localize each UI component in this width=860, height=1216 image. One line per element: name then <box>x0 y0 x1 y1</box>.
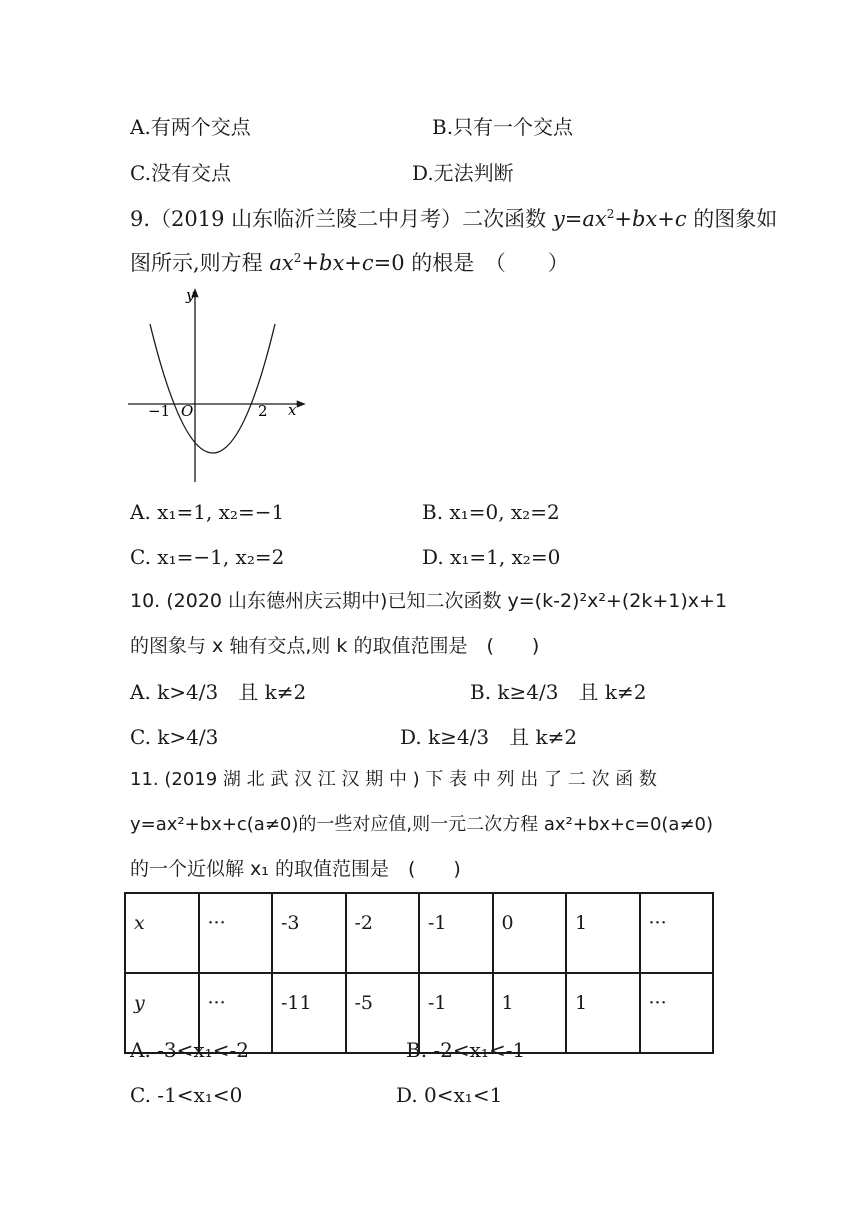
q8-option-b: B.只有一个交点 <box>432 115 574 139</box>
table-cell: -1 <box>419 893 493 973</box>
table-cell: 1 <box>566 893 640 973</box>
tick-label-2: 2 <box>258 402 268 420</box>
q10-option-a: A. k>4/3 且 k≠2 <box>130 680 307 704</box>
table-cell: -11 <box>272 973 346 1053</box>
q9-stem-line2: 图所示,则方程 $ax^2+bx+c=0$ 的根是 （ ） <box>130 251 569 275</box>
table-cell: 1 <box>566 973 640 1053</box>
table-cell: ··· <box>199 973 273 1053</box>
table-row-x <box>125 893 713 973</box>
table-cell: 1 <box>493 973 567 1053</box>
q9-option-a: A. x₁=1, x₂=−1 <box>130 500 285 524</box>
q10-option-d: D. k≥4/3 且 k≠2 <box>400 725 578 749</box>
table-cell: -3 <box>272 893 346 973</box>
q9-stem-line1: 9.（2019 山东临沂兰陵二中月考）二次函数 $y=ax^2+bx+c$ 的图象如 <box>130 207 778 231</box>
tick-label-neg1: −1 <box>148 402 171 420</box>
q11-option-c: C. -1<x₁<0 <box>130 1083 243 1107</box>
q11-stem-line1: 11. (2019 湖 北 武 汉 江 汉 期 中 ) 下 表 中 列 出 了 二 次 函 数 <box>130 769 657 790</box>
q10-option-b: B. k≥4/3 且 k≠2 <box>470 680 647 704</box>
x-axis-label: x <box>288 401 297 419</box>
q9-option-c: C. x₁=−1, x₂=2 <box>130 545 285 569</box>
parabola-curve <box>150 324 275 453</box>
q11-option-a: A. -3<x₁<-2 <box>130 1038 249 1062</box>
table-cell: ··· <box>640 893 714 973</box>
q11-stem-line3: 的一个近似解 x₁ 的取值范围是 ( ) <box>130 858 461 880</box>
y-axis-label: y <box>186 286 195 304</box>
table-cell: -5 <box>346 973 420 1053</box>
q11-option-b: B. -2<x₁<-1 <box>406 1038 526 1062</box>
q9-option-b: B. x₁=0, x₂=2 <box>422 500 560 524</box>
q10-stem-line1: 10. (2020 山东德州庆云期中)已知二次函数 y=(k-2)²x²+(2k+1)x+1 <box>130 590 728 612</box>
q9-option-d: D. x₁=1, x₂=0 <box>422 545 561 569</box>
table-cell: ··· <box>199 893 273 973</box>
table-cell: x <box>125 893 199 973</box>
origin-label: O <box>181 402 194 420</box>
q10-option-c: C. k>4/3 <box>130 725 219 749</box>
value-table <box>124 892 714 1054</box>
q8-option-c: C.没有交点 <box>130 161 231 185</box>
table-cell: y <box>125 973 199 1053</box>
table-cell: -1 <box>419 973 493 1053</box>
q11-stem-line2: y=ax²+bx+c(a≠0)的一些对应值,则一元二次方程 ax²+bx+c=0(a≠0) <box>130 814 714 835</box>
q8-option-a: A.有两个交点 <box>130 115 251 139</box>
table-cell: -2 <box>346 893 420 973</box>
q10-stem-line2: 的图象与 x 轴有交点,则 k 的取值范围是 ( ) <box>130 635 540 657</box>
table-cell: 0 <box>493 893 567 973</box>
q11-option-d: D. 0<x₁<1 <box>396 1083 503 1107</box>
parabola-graph <box>128 284 318 484</box>
q8-option-d: D.无法判断 <box>412 161 514 185</box>
table-cell: ··· <box>640 973 714 1053</box>
